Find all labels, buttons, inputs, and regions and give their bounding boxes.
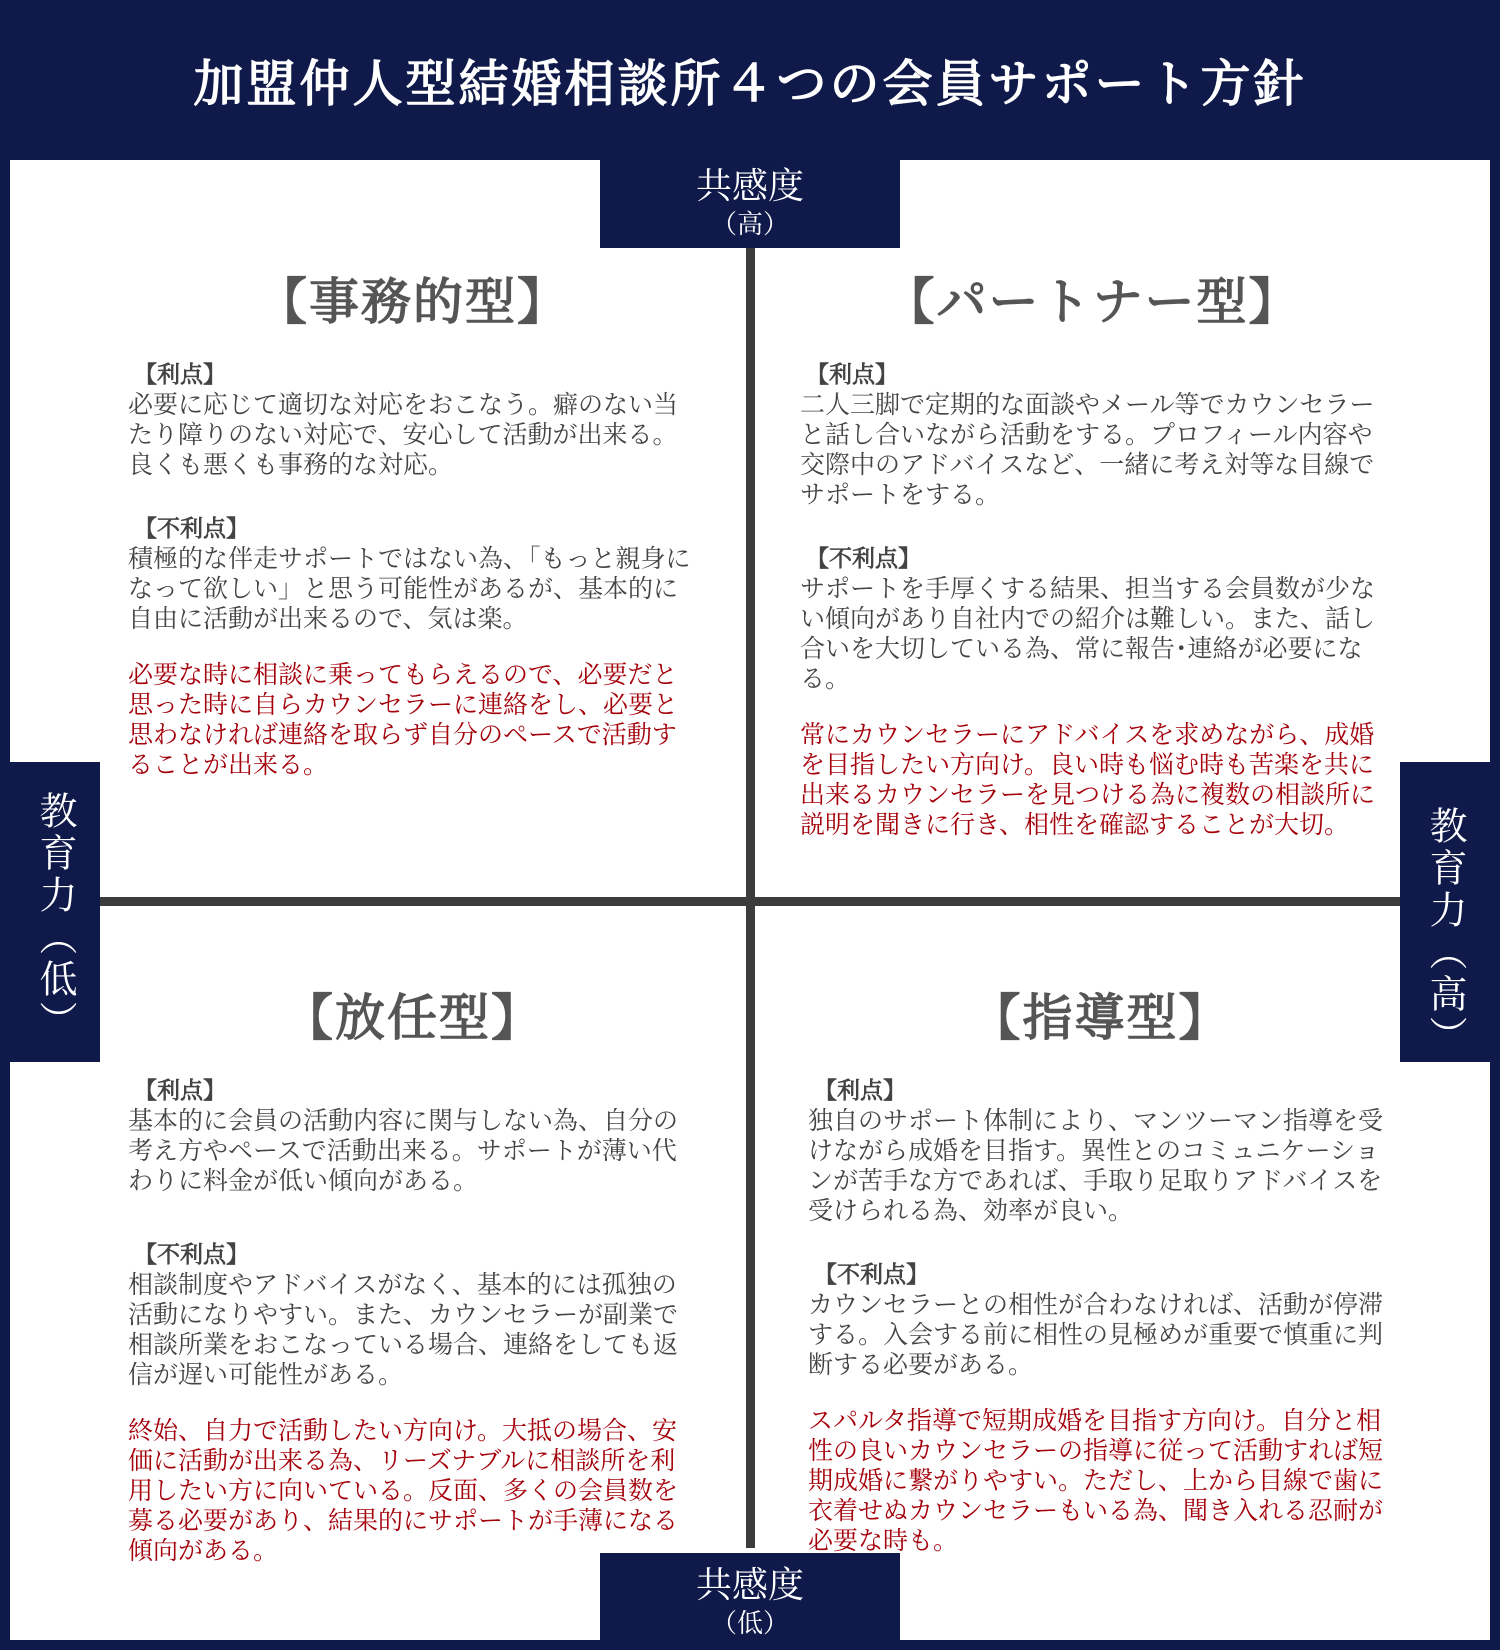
- merit-label: 【利点】: [134, 1078, 226, 1104]
- axis-right-text: 教育力（高）: [1423, 806, 1467, 1058]
- quadrant-title: 【パートナー型】: [884, 273, 1301, 331]
- merit-label: 【利点】: [134, 362, 226, 388]
- summary-text: スパルタ指導で短期成婚を目指す方向け。自分と相性の良いカウンセラーの指導に従って活動すれば短期成婚に繋がりやすい。ただし、上から目線で歯に衣着せぬカウンセラーもいる為、聞き入れる忍耐が必要な時も。: [808, 1406, 1384, 1555]
- merit-text: 二人三脚で定期的な面談やメール等でカウンセラーと話し合いながら活動をする。プロフィール内容や交際中のアドバイスなど、一緒に考え対等な目線でサポートをする。: [800, 390, 1375, 509]
- axis-top-sub: （高）: [710, 210, 789, 240]
- demerit-text: カウンセラーとの相性が合わなければ、活動が停滞する。入会する前に相性の見極めが重要で慎重に判断する必要がある。: [808, 1290, 1384, 1379]
- quadrant-bottom-right: [808, 978, 1393, 1556]
- quadrant-top-right: [800, 262, 1385, 840]
- quadrant-bottom-left: [128, 978, 698, 1566]
- demerit-label: 【不利点】: [134, 516, 249, 542]
- axis-right-label: [1400, 762, 1490, 1062]
- axis-top-main: 共感度: [695, 166, 804, 207]
- demerit-text: サポートを手厚くする結果、担当する会員数が少ない傾向があり自社内での紹介は難しい。また、話し合いを大切している為、常に報告･連絡が必要になる。: [800, 574, 1376, 693]
- quadrant-title: 【放任型】: [283, 989, 543, 1047]
- axis-bottom-main: 共感度: [695, 1565, 804, 1606]
- axis-left-text: 教育力（低）: [33, 791, 77, 1043]
- demerit-label: 【不利点】: [814, 1262, 929, 1288]
- demerit-text: 積極的な伴走サポートではない為、「もっと親身になって欲しい」と思う可能性があるが、基本的に自由に活動が出来るので、気は楽。: [128, 544, 691, 633]
- summary-text: 常にカウンセラーにアドバイスを求めながら、成婚を目指したい方向け。良い時も悩む時も苦楽を共に出来るカウンセラーを見つける為に複数の相談所に説明を聞きに行き、相性を確認することが大切。: [800, 720, 1376, 839]
- summary-text: 必要な時に相談に乗ってもらえるので、必要だと思った時に自らカウンセラーに連絡をし、必要と思わなければ連絡を取らず自分のペースで活動することが出来る。: [128, 660, 679, 779]
- merit-label: 【利点】: [814, 1078, 906, 1104]
- demerit-label: 【不利点】: [806, 546, 921, 572]
- page-title: 加盟仲人型結婚相談所４つの会員サポート方針: [193, 55, 1307, 113]
- quadrant-title: 【事務的型】: [257, 273, 569, 331]
- axis-bottom-label: [600, 1553, 900, 1650]
- axis-left-label: [10, 762, 100, 1062]
- demerit-label: 【不利点】: [134, 1242, 249, 1268]
- quadrant-top-left: [128, 262, 698, 780]
- merit-text: 必要に応じて適切な対応をおこなう。癖のない当たり障りのない対応で、安心して活動が出来る。良くも悪くも事務的な対応。: [128, 390, 679, 479]
- axis-bottom-sub: （低）: [710, 1609, 789, 1639]
- merit-text: 基本的に会員の活動内容に関与しない為、自分の考え方やペースで活動出来る。サポートが薄い代わりに料金が低い傾向がある。: [128, 1106, 679, 1195]
- merit-text: 独自のサポート体制により、マンツーマン指導を受けながら成婚を目指す。異性とのコミュニケーションが苦手な方であれば、手取り足取りアドバイスを受けられる為、効率が良い。: [808, 1106, 1384, 1225]
- axis-top-label: [600, 160, 900, 248]
- demerit-text: 相談制度やアドバイスがなく、基本的には孤独の活動になりやすい。また、カウンセラーが副業で相談所業をおこなっている場合、連絡をしても返信が遅い可能性がある。: [128, 1270, 679, 1389]
- quadrant-title: 【指導型】: [970, 989, 1231, 1047]
- summary-text: 終始、自力で活動したい方向け。大抵の場合、安価に活動が出来る為、リーズナブルに相談所を利用したい方に向いている。反面、多くの会員数を募る必要があり、結果的にサポートが手薄になる傾向がある。: [128, 1416, 679, 1565]
- horizontal-axis-line: [99, 897, 1401, 906]
- merit-label: 【利点】: [806, 362, 898, 388]
